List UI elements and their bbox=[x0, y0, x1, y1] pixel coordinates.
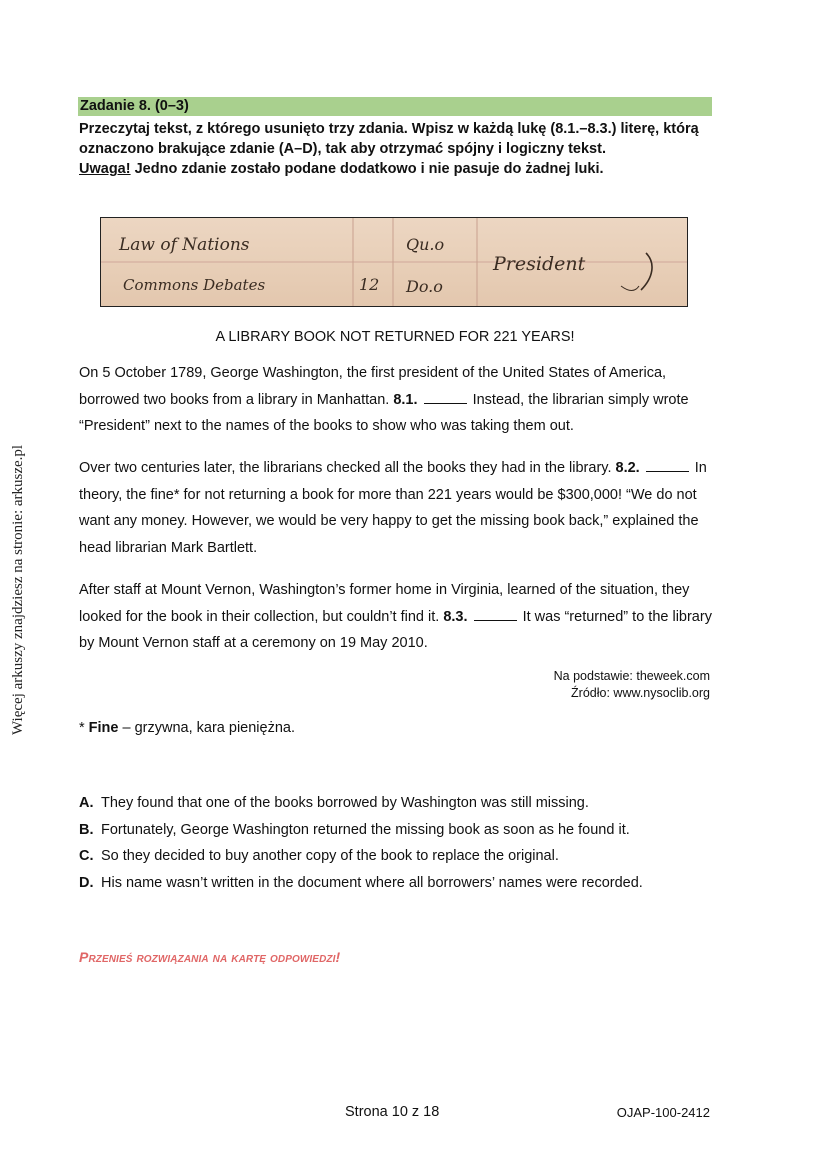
gap-label-8-1: 8.1. bbox=[393, 391, 418, 408]
gap-8-3 bbox=[474, 608, 517, 621]
exam-code: OJAP-100-2412 bbox=[616, 1105, 710, 1120]
gap-8-1 bbox=[424, 391, 467, 404]
note-text: Jedno zdanie zostało podane dodatkowo i nie pasuje do żadnej luki. bbox=[130, 161, 604, 177]
option-d: D. His name wasn’t written in the document where all borrowers’ names were recorded. bbox=[79, 874, 643, 891]
footnote: * Fine – grzywna, kara pieniężna. bbox=[79, 720, 295, 736]
article-paragraph-2: Over two centuries later, the librarians checked all the books they had in the library. 8.2. In theory, the fine* for not returning a book for more than 221 years would be $300,000! “We do not want any money. However, we would be very happy to get the missing book back,” explained the head librarian Mark Bartlett. bbox=[79, 460, 707, 556]
task-instructions bbox=[79, 119, 719, 179]
article-title: A LIBRARY BOOK NOT RETURNED FOR 221 YEARS! bbox=[215, 329, 575, 345]
manuscript-col1-row1: Law of Nations bbox=[119, 235, 250, 255]
footnote-term: Fine bbox=[88, 720, 119, 736]
gap-label-8-2: 8.2. bbox=[615, 460, 640, 476]
article-paragraph-3: After staff at Mount Vernon, Washington’s former home in Virginia, learned of the situation, they looked for the book in their collection, but couldn’t find it. 8.3. It was “returned” to the library by Mount Vernon staff at a ceremony on 19 May 2010. bbox=[79, 582, 712, 651]
manuscript-col1-row2: Commons Debates bbox=[123, 276, 266, 294]
note-label: Uwaga! bbox=[79, 161, 131, 177]
option-a: A. They found that one of the books borrowed by Washington was still missing. bbox=[79, 795, 589, 811]
transfer-answers-note: Przenieś rozwiązania na kartę odpowiedzi! bbox=[79, 949, 341, 965]
manuscript-col3-row2: Do.o bbox=[406, 277, 443, 296]
side-watermark-text: Więcej arkuszy znajdziesz na stronie: arkusze.pl bbox=[10, 444, 26, 736]
article-paragraph-1: On 5 October 1789, George Washington, the first president of the United States of America, borrowed two books from a library in Manhattan. 8.1. Instead, the librarian simply wrote “President” next to the names of the books to show who was taking them out. bbox=[79, 365, 689, 434]
source-line-2: Źródło: www.nysoclib.org bbox=[571, 686, 710, 700]
manuscript-image bbox=[100, 217, 688, 307]
manuscript-col3-row1: Qu.o bbox=[406, 235, 445, 254]
gap-8-2 bbox=[646, 459, 689, 472]
option-b: B. Fortunately, George Washington returned the missing book as soon as he found it. bbox=[79, 821, 630, 838]
answer-options bbox=[79, 790, 643, 896]
manuscript-ruling bbox=[101, 218, 688, 307]
source-line-1: Na podstawie: theweek.com bbox=[553, 669, 710, 683]
sources bbox=[554, 668, 710, 702]
manuscript-col4: President bbox=[493, 253, 586, 275]
instruction-text: Przeczytaj tekst, z którego usunięto trzy zdania. Wpisz w każdą lukę (8.1.–8.3.) literę, którą oznaczono brakujące zdanie (A–D), tak aby otrzymać spójny i logiczny tekst. bbox=[79, 121, 699, 157]
manuscript-col2: 12 bbox=[359, 275, 380, 294]
gap-label-8-3: 8.3. bbox=[443, 608, 468, 625]
option-c: C. So they decided to buy another copy of the book to replace the original. bbox=[79, 848, 559, 864]
page-number: Strona 10 z 18 bbox=[345, 1104, 440, 1120]
task-title: Zadanie 8. (0–3) bbox=[78, 97, 712, 116]
